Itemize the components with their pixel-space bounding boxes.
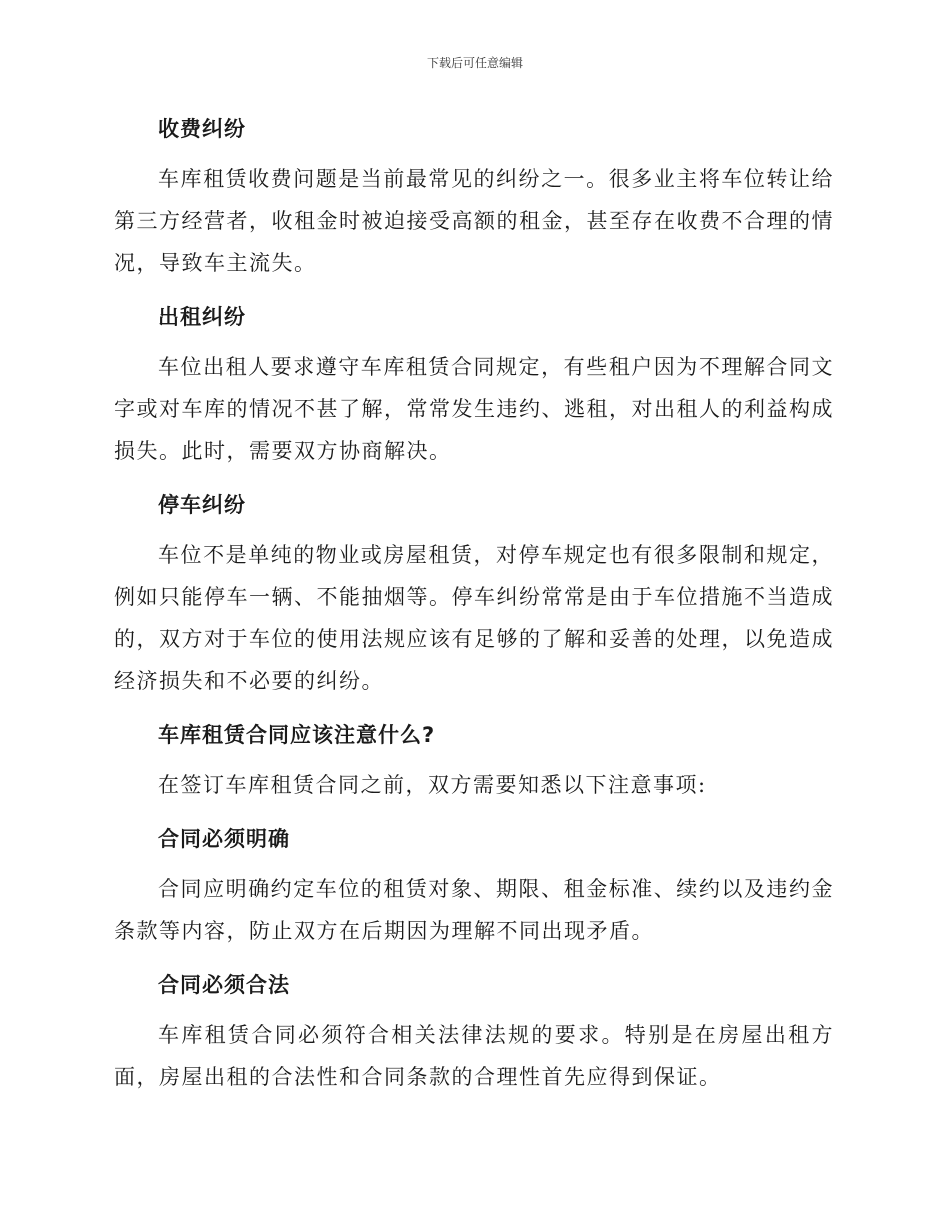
page-header-note: 下载后可任意编辑 — [426, 56, 523, 70]
section-contract-notes — [114, 714, 834, 806]
section-rental-dispute — [114, 296, 834, 472]
section-contract-legal — [114, 964, 834, 1098]
section-fee-dispute — [114, 108, 834, 284]
section-heading: 出租纠纷 — [158, 305, 246, 329]
section-heading: 停车纠纷 — [158, 493, 246, 517]
document-body — [114, 108, 834, 1110]
section-heading: 合同必须合法 — [158, 973, 290, 997]
section-heading: 车库租赁合同应该注意什么? — [158, 723, 436, 747]
section-paragraph: 在签订车库租赁合同之前，双方需要知悉以下注意事项: — [158, 773, 707, 797]
section-heading: 合同必须明确 — [158, 827, 290, 851]
section-heading: 收费纠纷 — [158, 117, 246, 141]
section-paragraph: 合同应明确约定车位的租赁对象、期限、租金标准、续约以及违约金条款等内容，防止双方在后期因为理解不同出现矛盾。 — [114, 877, 834, 943]
section-contract-clear — [114, 818, 834, 952]
section-paragraph: 车位出租人要求遵守车库租赁合同规定，有些租户因为不理解合同文字或对车库的情况不甚了解，常常发生违约、逃租，对出租人的利益构成损失。此时，需要双方协商解决。 — [114, 355, 834, 463]
section-parking-dispute — [114, 484, 834, 702]
section-paragraph: 车位不是单纯的物业或房屋租赁，对停车规定也有很多限制和规定，例如只能停车一辆、不能抽烟等。停车纠纷常常是由于车位措施不当造成的，双方对于车位的使用法规应该有足够的了解和妥善的处理，以免造成经济损失和不必要的纠纷。 — [114, 543, 834, 693]
section-paragraph: 车库租赁收费问题是当前最常见的纠纷之一。很多业主将车位转让给第三方经营者，收租金时被迫接受高额的租金，甚至存在收费不合理的情况，导致车主流失。 — [114, 167, 834, 275]
section-paragraph: 车库租赁合同必须符合相关法律法规的要求。特别是在房屋出租方面，房屋出租的合法性和合同条款的合理性首先应得到保证。 — [114, 1023, 834, 1089]
